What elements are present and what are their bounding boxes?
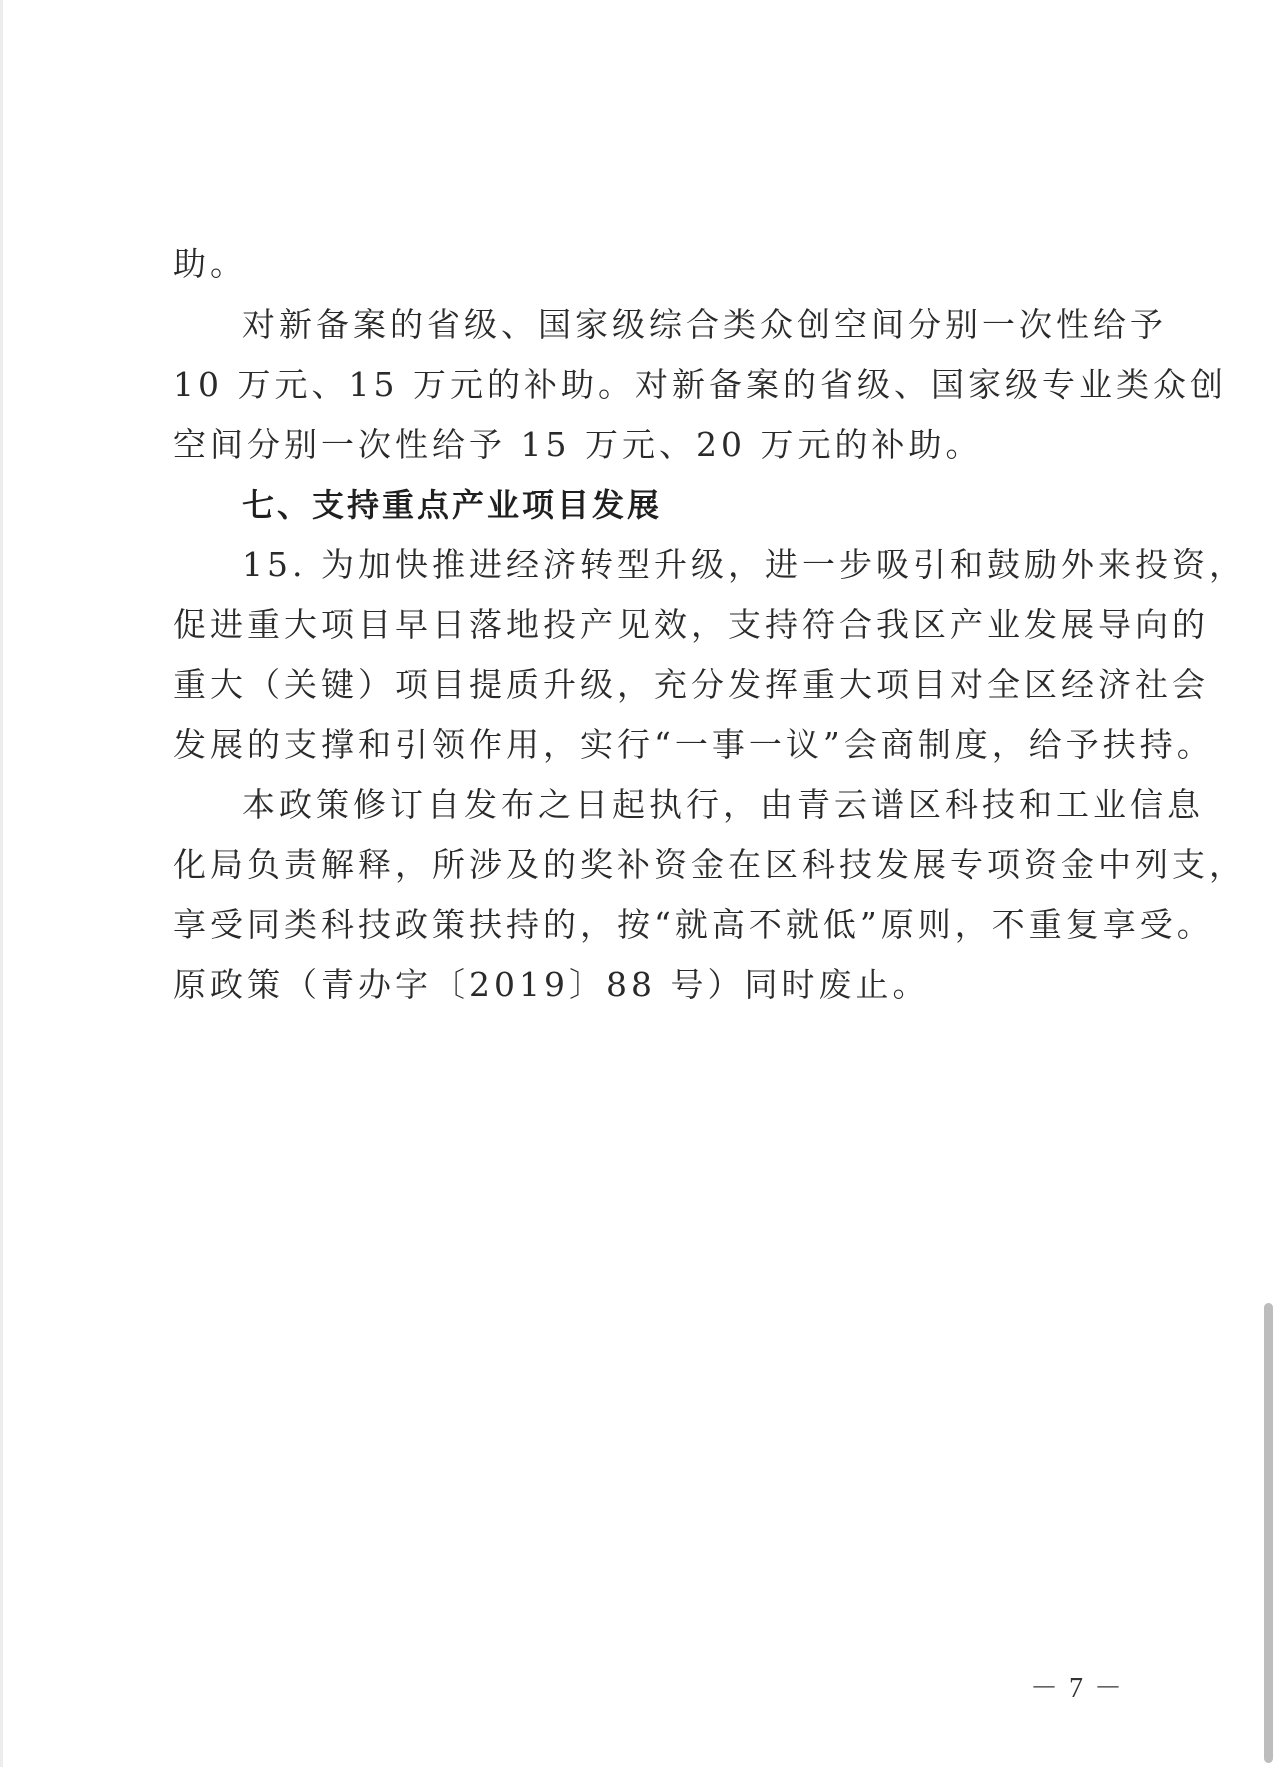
text-line-12: 享受同类科技政策扶持的，按“就高不就低”原则，不重复享受。	[173, 905, 1214, 944]
text-line-1: 助。	[173, 244, 247, 283]
text-line-6: 15. 为加快推进经济转型升级，进一步吸引和鼓励外来投资，	[242, 545, 1246, 584]
text-line-2: 对新备案的省级、国家级综合类众创空间分别一次性给予	[242, 305, 1167, 344]
scrollbar-thumb[interactable]	[1264, 1303, 1273, 1763]
text-line-10: 本政策修订自发布之日起执行，由青云谱区科技和工业信息	[242, 785, 1204, 824]
text-line-8: 重大（关键）项目提质升级，充分发挥重大项目对全区经济社会	[173, 665, 1209, 704]
text-line-11: 化局负责解释，所涉及的奖补资金在区科技发展专项资金中列支，	[173, 845, 1246, 884]
page-number: － 7 －	[1030, 1673, 1125, 1704]
text-line-9: 发展的支撑和引领作用，实行“一事一议”会商制度，给予扶持。	[173, 725, 1214, 764]
text-line-4: 空间分别一次性给予 15 万元、20 万元的补助。	[173, 425, 983, 464]
text-line-7: 促进重大项目早日落地投产见效，支持符合我区产业发展导向的	[173, 605, 1209, 644]
text-line-13: 原政策（青办字〔2019〕88 号）同时废止。	[173, 965, 930, 1004]
section-heading: 七、支持重点产业项目发展	[242, 486, 663, 524]
text-line-3: 10 万元、15 万元的补助。对新备案的省级、国家级专业类众创	[173, 365, 1227, 404]
